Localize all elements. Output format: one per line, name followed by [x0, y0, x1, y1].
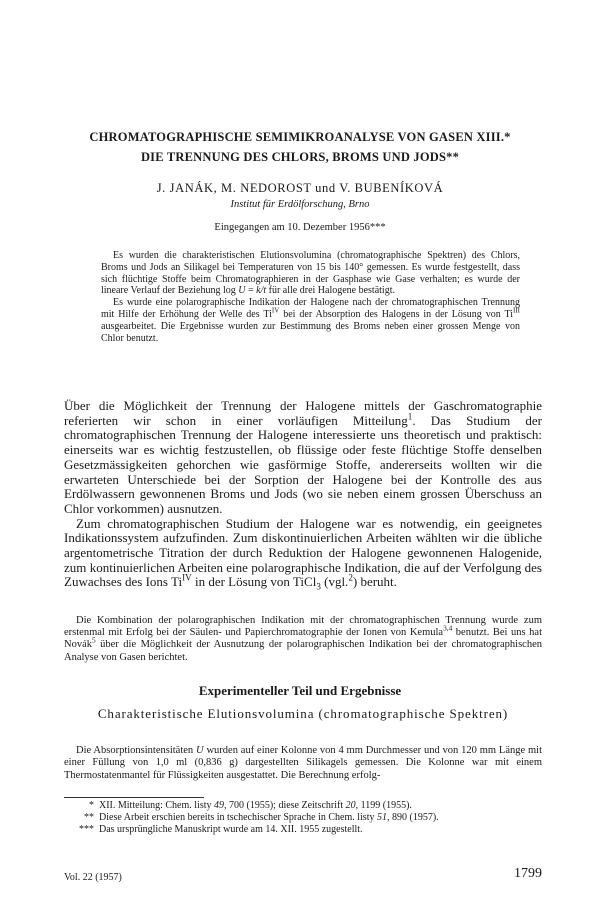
footnote-rule — [64, 797, 204, 798]
abstract-paragraph-2: Es wurde eine polarographische Indikation der Halogene nach der chromatographischen Trennung mit Hilfe der Erhöhung der Welle des $Ti^{IV}$ bei der Absorption des Halogens in der Lösung von $Ti^{III}$ ausgearbeitet. Die Ergebnisse wurden zur Bestimmung des Broms neben einer grossen Menge von Chlor benutzt. — [101, 297, 521, 344]
abstract — [101, 250, 520, 344]
page-number: 1799 — [514, 866, 542, 881]
footnotes — [64, 800, 542, 836]
body-paragraph-1: Über die Möglichkeit der Trennung der Halogene mittels der Gaschromatographie referierten wir schon in einer vorläufigen Mitteilung$^1$. Das Studium der chromatographischen Trennung der Halogene interessierte uns theoretisch und praktisch: einerseits war es wichtig festzustellen, ob flüssige oder feste flüchtige Stoffe denselben Gesetzmässigkeiten gehorchen wie gasförmige Stoffe, andererseits wollten wir die erwarteten Unterschiede bei der Sorption der Halogene bei der Kontrolle des aus Erdölwassern gewonnenen Broms und Jods (wo sie neben einem grossen Überschuss an Chlor vorkommen) ausnutzen. — [64, 398, 542, 516]
title-line-1: CHROMATOGRAPHISCHE SEMIMIKROANALYSE VON GASEN XIII.* — [89, 130, 511, 144]
footnote-3: *** Das ursprüngliche Manuskript wurde am 14. XII. 1955 zugestellt. — [79, 824, 363, 835]
title-line-2: DIE TRENNUNG DES CHLORS, BROMS UND JODS** — [140, 150, 460, 164]
authors: J. JANÁK, M. NEDOROST und V. BUBENÍKOVÁ — [156, 181, 444, 195]
section-heading: Experimenteller Teil und Ergebnisse — [198, 683, 402, 698]
main-text — [64, 398, 542, 593]
footnote-1: * XII. Mitteilung: Chem. listy 49, 700 (1955); diese Zeitschrift 20, 1199 (1955). — [89, 800, 412, 811]
footnote-2: ** Diese Arbeit erschien bereits in tschechischer Sprache in Chem. listy 51, 890 (1957). — [84, 812, 439, 823]
article-title — [40, 127, 560, 167]
subsection-heading: Charakteristische Elutionsvolumina (chromatographische Spektren) — [97, 706, 509, 721]
note-paragraph: Die Kombination der polarographischen Indikation mit der chromatographischen Trennung wurde zum erstenmal mit Erfolg bei der Säulen- und Papierchromatographie der Ionen von Kemula$^{3,4}$ benutzt. Bei uns hat Novák$^5$ über die Möglichkeit der Ausnutzung der polarographischen Indikation bei der chromatographischen Analyse von Gasen berichtet. — [64, 615, 542, 663]
body-paragraph-2: Zum chromatographischen Studium der Halogene war es notwendig, ein geeignetes Indikationssystem aufzufinden. Zum diskontinuierlichen Arbeiten wählten wir die übliche argentometrische Titration der durch Reduktion der Halogene gewonnenen Halogenide, zum kontinuierlichen Arbeiten eine polarographische Indikation, die auf der Verfolgung des Zuwachses des Ions $Ti^{IV}$ in der Lösung von TiCl$_3$ (vgl.$^2$) beruht. — [64, 515, 542, 593]
received-date: Eingegangen am 10. Dezember 1956*** — [214, 222, 386, 233]
small-note — [64, 615, 542, 664]
abstract-paragraph-1: Es wurden die charakteristischen Elutionsvolumina (chromatographische Spektren) des Chlors, Broms und Jods an Silikagel bei Temperaturen von 15 bis 140° gemessen. Es wurde festgestellt, dass sich flüchtige Stoffe beim Chromatographieren in der Gasphase wie Gase verhalten; es wurde der lineare Verlauf der Beziehung log U = k/t für alle drei Halogene bestätigt. — [101, 250, 520, 297]
institute: Institut für Erdölforschung, Brno — [230, 199, 370, 210]
experimental-text — [64, 745, 542, 782]
journal-volume: Vol. 22 (1957) — [64, 872, 122, 883]
experimental-paragraph: Die Absorptionsintensitäten U wurden auf einer Kolonne von 4 mm Durchmesser und von 120 mm Länge mit einer Füllung von 1,0 ml (0,836 g) dargestellten Silikagels gemessen. Die Kolonne war mit einem Thermostatenmantel für Flüssigkeiten ausgestattet. Die Berechnung erfolg- — [64, 745, 543, 781]
